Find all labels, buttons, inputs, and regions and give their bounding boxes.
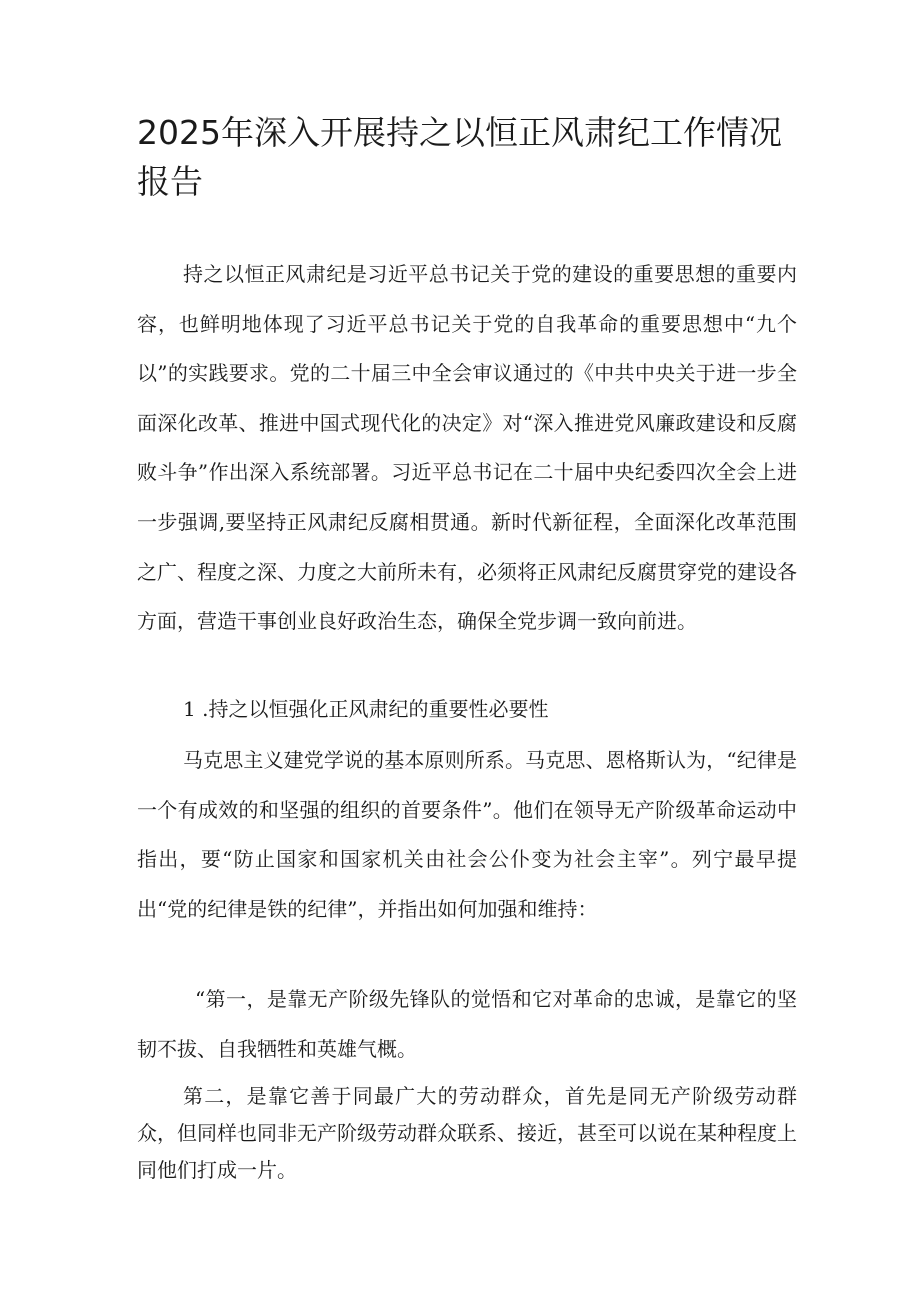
paragraph-marxism: 马克思主义建党学说的基本原则所系。马克思、恩格斯认为，“纪律是一个有成效的和坚强的组织的首要条件”。他们在领导无产阶级革命运动中指出，要“防止国家和国家机关由社会公仆变为社会主宰”。列宁最早提出“党的纪律是铁的纪律”，并指出如何加强和维持： [137, 748, 797, 921]
document-title: 2025年深入开展持之以恒正风肃纪工作情况报告 [137, 113, 782, 201]
section-heading: 1 .持之以恒强化正风肃纪的重要性必要性 [183, 697, 549, 721]
paragraph-quote-second: 第二，是靠它善于同最广大的劳动群众，首先是同无产阶级劳动群众，但同样也同非无产阶级劳动群众联系、接近，甚至可以说在某种程度上同他们打成一片。 [137, 1084, 797, 1182]
paragraph-quote-first: “第一，是靠无产阶级先锋队的觉悟和它对革命的忠诚，是靠它的坚韧不拔、自我牺牲和英雄气概。 [137, 987, 797, 1061]
paragraph-intro: 持之以恒正风肃纪是习近平总书记关于党的建设的重要思想的重要内容，也鲜明地体现了习近平总书记关于党的自我革命的重要思想中“九个以”的实践要求。党的二十届三中全会审议通过的《中共中央关于进一步全面深化改革、推进中国式现代化的决定》对“深入推进党风廉政建设和反腐败斗争”作出深入系统部署。习近平总书记在二十届中央纪委四次全会上进一步强调,要坚持正风肃纪反腐相贯通。新时代新征程，全面深化改革范围之广、程度之深、力度之大前所未有，必须将正风肃纪反腐贯穿党的建设各方面，营造干事创业良好政治生态，确保全党步调一致向前进。 [137, 262, 797, 634]
